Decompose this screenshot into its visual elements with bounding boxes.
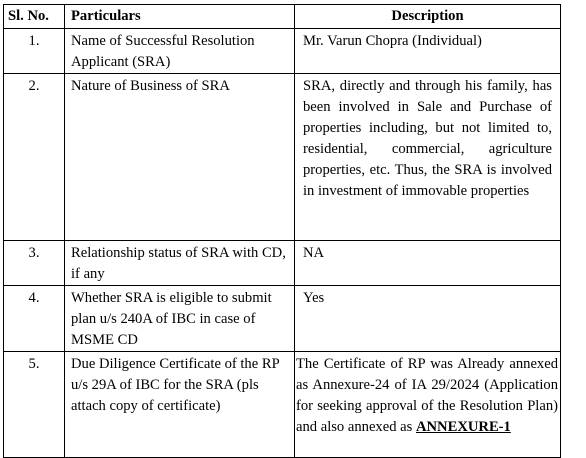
header-sl-no: Sl. No.: [4, 5, 65, 29]
row-description: Yes: [295, 286, 561, 352]
table-row: [4, 352, 561, 458]
row-particulars: Name of Successful Resolution Applicant (SRA): [65, 29, 295, 74]
table-row: [4, 286, 561, 352]
header-row: [4, 5, 561, 29]
row-sl-no: 4.: [4, 286, 65, 352]
row-particulars: Relationship status of SRA with CD, if any: [65, 241, 295, 286]
table-body: [4, 29, 561, 458]
row-description: [295, 352, 561, 458]
row-description: Mr. Varun Chopra (Individual): [295, 29, 561, 74]
row-particulars: Due Diligence Certificate of the RP u/s 29A of IBC for the SRA (pls attach copy of certificate): [65, 352, 295, 458]
row-sl-no: 5.: [4, 352, 65, 458]
row-sl-no: 1.: [4, 29, 65, 74]
table-row: [4, 29, 561, 74]
row-particulars: Nature of Business of SRA: [65, 74, 295, 241]
row-sl-no: 2.: [4, 74, 65, 241]
sra-details-table: [3, 4, 561, 458]
table-header: [4, 5, 561, 29]
row-description: SRA, directly and through his family, has been involved in Sale and Purchase of properties including, but not limited to, residential, commercial, agriculture properties, etc. Thus, the SRA is involved in investment of immovable properties: [295, 74, 561, 241]
table-row: [4, 241, 561, 286]
row-sl-no: 3.: [4, 241, 65, 286]
row-particulars: Whether SRA is eligible to submit plan u/s 240A of IBC in case of MSME CD: [65, 286, 295, 352]
row-description-text: The Certificate of RP was Already annexed as Annexure-24 of IA 29/2024 (Application for seeking approval of the Resolution Plan) and also annexed as: [296, 356, 558, 435]
table-row: [4, 74, 561, 241]
row-description: NA: [295, 241, 561, 286]
header-description: Description: [295, 5, 561, 29]
annexure-reference: ANNEXURE-1: [415, 419, 511, 435]
header-particulars: Particulars: [65, 5, 295, 29]
